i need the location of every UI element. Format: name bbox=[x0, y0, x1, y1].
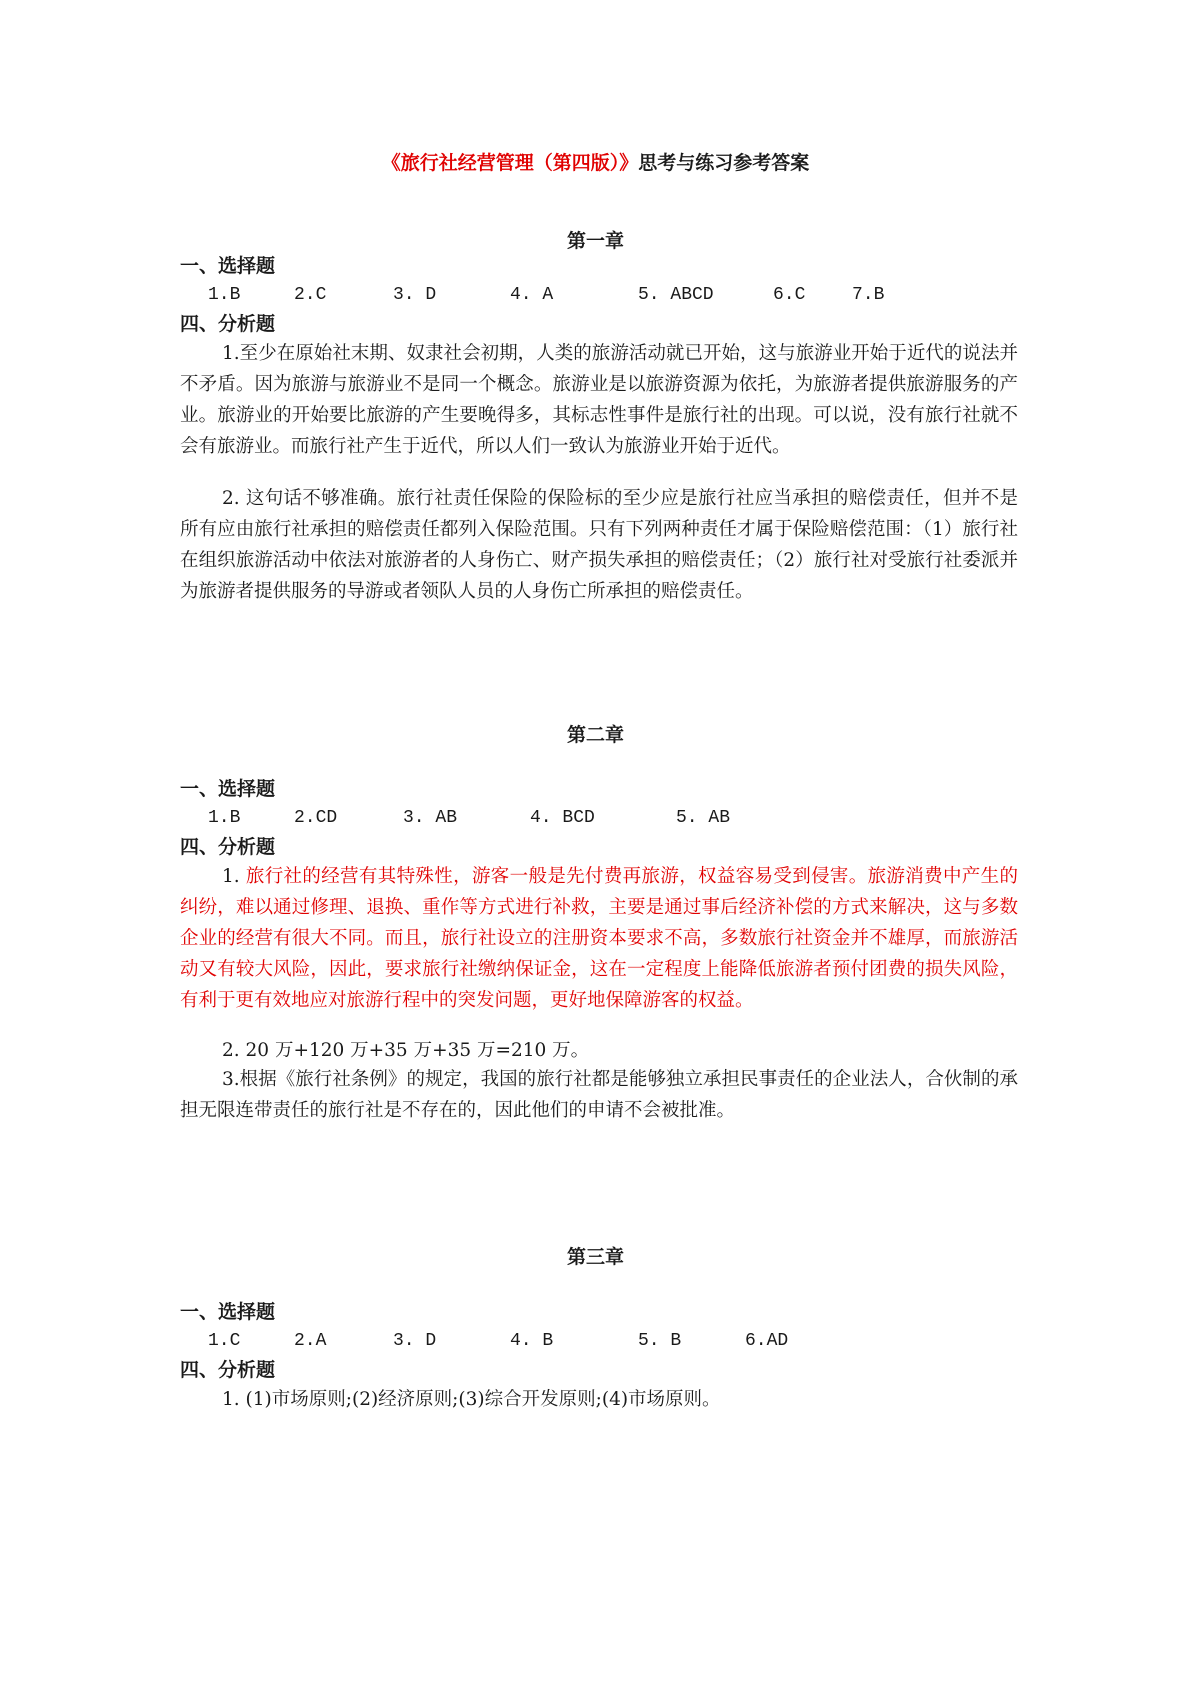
document-title bbox=[0, 148, 1191, 175]
ch2-answer-1: 1.B bbox=[208, 808, 241, 828]
chapter-2-heading: 第二章 bbox=[566, 724, 624, 746]
ch1-analysis-section: 四、分析题 bbox=[180, 313, 276, 335]
ch1-answer-2: 2.C bbox=[294, 285, 327, 305]
title-subtitle: 思考与练习参考答案 bbox=[638, 152, 810, 174]
ch2-answer-4: 4. BCD bbox=[530, 808, 595, 828]
ch1-analysis-paragraph-2: 2. 这句话不够准确。旅行社责任保险的保险标的至少应是旅行社应当承担的赔偿责任，但并不是所有应由旅行社承担的赔偿责任都列入保险范围。只有下列两种责任才属于保险赔偿范围：（1）旅行社在组织旅游活动中依法对旅游者的人身伤亡、财产损失承担的赔偿责任；（2）旅行社对受旅行社委派并为旅游者提供服务的导游或者领队人员的人身伤亡所承担的赔偿责任。 bbox=[180, 488, 1018, 602]
ch1-answer-3: 3. D bbox=[393, 285, 437, 305]
ch2-analysis-section: 四、分析题 bbox=[180, 836, 276, 858]
ch3-answer-1: 1.C bbox=[208, 1331, 241, 1351]
ch1-answer-1: 1.B bbox=[208, 285, 241, 305]
ch3-answer-6: 6.AD bbox=[745, 1331, 789, 1351]
ch1-answer-6: 6.C bbox=[773, 285, 806, 305]
chapter-1-heading: 第一章 bbox=[566, 230, 624, 252]
ch2-p1-highlighted-text: 旅行社的经营有其特殊性，游客一般是先付费再旅游，权益容易受到侵害。旅游消费中产生的纠纷，难以通过修理、退换、重作等方式进行补救，主要是通过事后经济补偿的方式来解决，这与多数企业的经营有很大不同。而且，旅行社设立的注册资本要求不高，多数旅行社资金并不雄厚，而旅游活动又有较大风险，因此，要求旅行社缴纳保证金，这在一定程度上能降低旅游者预付团费的损失风险，有利于更有效地应对旅游行程中的突发问题，更好地保障游客的权益。 bbox=[180, 866, 1018, 1011]
ch3-choice-section: 一、选择题 bbox=[180, 1301, 276, 1323]
ch1-answer-5: 5. ABCD bbox=[638, 285, 714, 305]
ch2-choice-section: 一、选择题 bbox=[180, 778, 276, 800]
ch2-p1-number: 1. bbox=[222, 866, 246, 887]
ch3-answer-2: 2.A bbox=[294, 1331, 327, 1351]
ch3-analysis-paragraph-1: 1. (1)市场原则;(2)经济原则;(3)综合开发原则;(4)市场原则。 bbox=[222, 1389, 721, 1410]
ch3-answer-3: 3. D bbox=[393, 1331, 437, 1351]
ch2-analysis-paragraph-2: 2. 20 万+120 万+35 万+35 万=210 万。 bbox=[222, 1040, 590, 1061]
ch1-answer-7: 7.B bbox=[852, 285, 885, 305]
ch1-answer-4: 4. A bbox=[510, 285, 554, 305]
ch2-answer-3: 3. AB bbox=[403, 808, 458, 828]
chapter-3-heading: 第三章 bbox=[566, 1246, 624, 1268]
ch2-analysis-paragraph-3: 3.根据《旅行社条例》的规定，我国的旅行社都是能够独立承担民事责任的企业法人，合伙制的承担无限连带责任的旅行社是不存在的，因此他们的申请不会被批准。 bbox=[180, 1069, 1018, 1121]
ch1-choice-section: 一、选择题 bbox=[180, 255, 276, 277]
ch3-answer-4: 4. B bbox=[510, 1331, 554, 1351]
ch2-answer-2: 2.CD bbox=[294, 808, 338, 828]
ch2-answer-5: 5. AB bbox=[676, 808, 731, 828]
title-book-name: 《旅行社经营管理（第四版）》 bbox=[381, 152, 639, 174]
ch1-analysis-paragraph-1: 1.至少在原始社末期、奴隶社会初期，人类的旅游活动就已开始，这与旅游业开始于近代的说法并不矛盾。因为旅游与旅游业不是同一个概念。旅游业是以旅游资源为依托，为旅游者提供旅游服务的产业。旅游业的开始要比旅游的产生要晚得多，其标志性事件是旅行社的出现。可以说，没有旅行社就不会有旅游业。而旅行社产生于近代，所以人们一致认为旅游业开始于近代。 bbox=[180, 343, 1018, 457]
ch3-analysis-section: 四、分析题 bbox=[180, 1359, 276, 1381]
ch3-answer-5: 5. B bbox=[638, 1331, 682, 1351]
ch2-analysis-paragraph-1 bbox=[180, 861, 1018, 1016]
